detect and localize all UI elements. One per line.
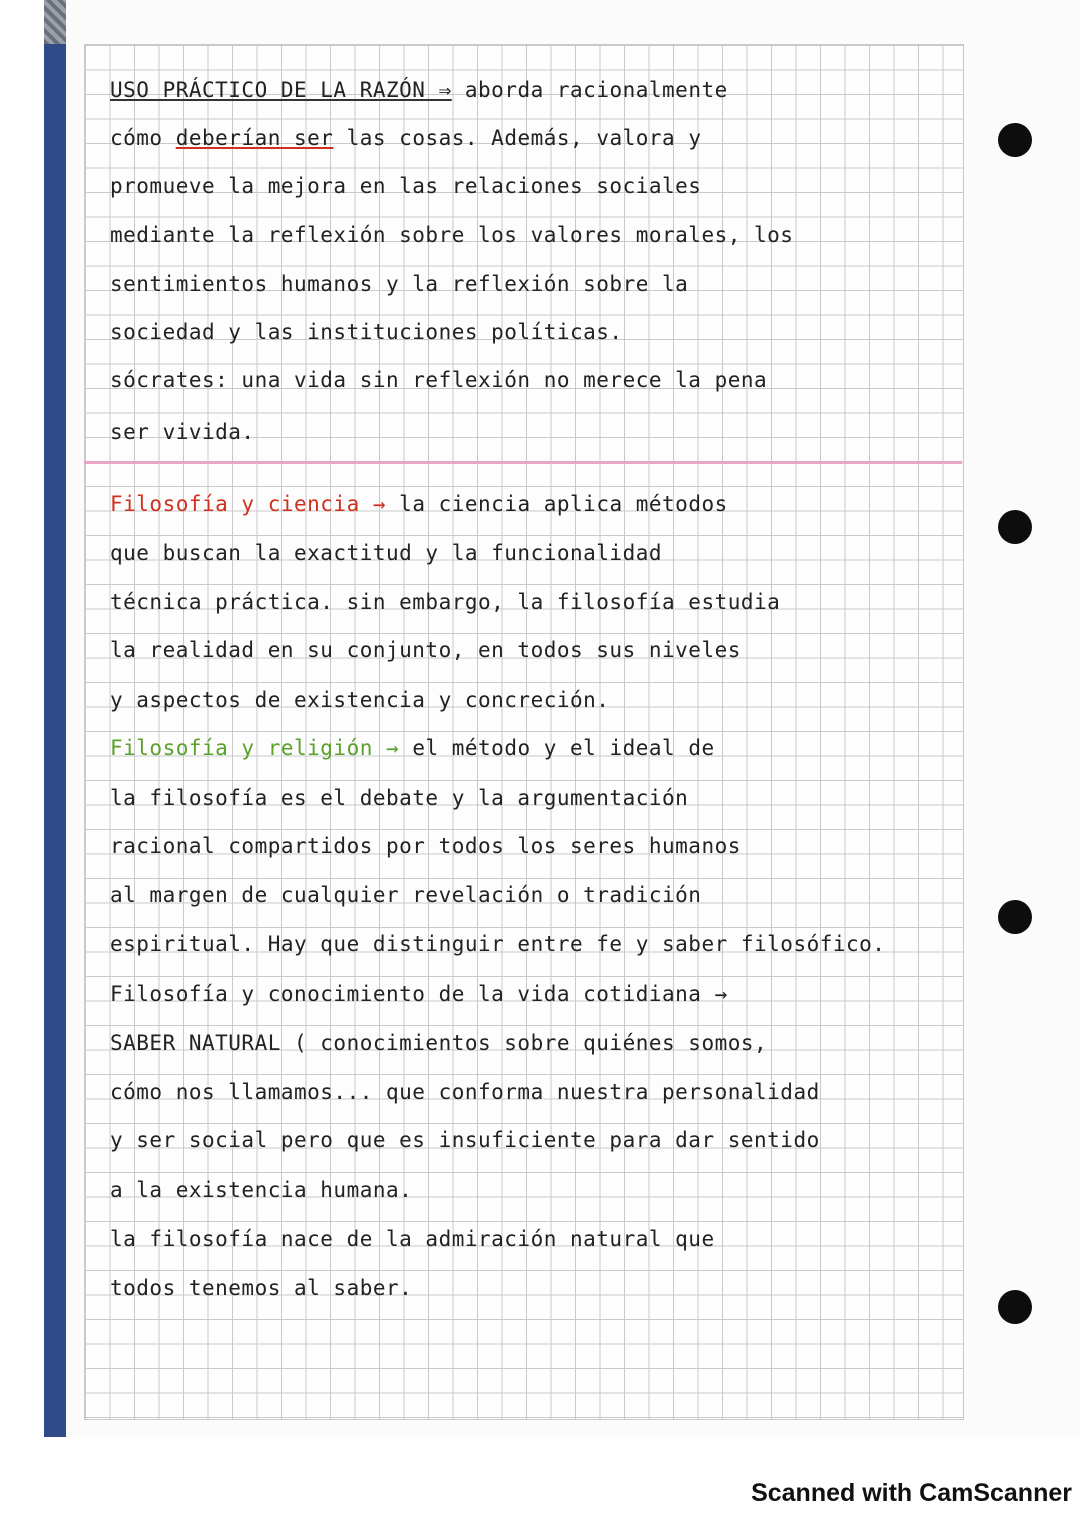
note-line: la realidad en su conjunto, en todos sus niveles (110, 638, 741, 662)
section-heading-filosofia-vida-cotidiana: Filosofía y conocimiento de la vida cotidiana → (110, 982, 728, 1006)
note-line: SABER NATURAL ( conocimientos sobre quiénes somos, (110, 1031, 768, 1055)
spine-binding-texture (44, 0, 66, 44)
note-line: que buscan la exactitud y la funcionalidad (110, 541, 663, 565)
section-heading-filosofia-ciencia: Filosofía y ciencia → (110, 492, 387, 516)
note-line: la filosofía nace de la admiración natural que (110, 1227, 715, 1251)
note-line (110, 486, 970, 522)
underlined-term: deberían ser (175, 126, 334, 150)
note-line: espiritual. Hay que distinguir entre fe y saber filosófico. (110, 932, 886, 956)
section-divider (84, 461, 962, 464)
note-line: sentimientos humanos y la reflexión sobre la (110, 272, 689, 296)
note-line (110, 120, 970, 156)
note-line (110, 72, 970, 108)
note-line: mediante la reflexión sobre los valores morales, los (110, 223, 794, 247)
section-heading-uso-practico: USO PRÁCTICO DE LA RAZÓN ⇒ (110, 78, 452, 102)
note-line: promueve la mejora en las relaciones sociales (110, 174, 702, 198)
note-text: las cosas. Además, valora y (346, 126, 702, 150)
section-heading-filosofia-religion: Filosofía y religión → (110, 736, 400, 760)
scanner-watermark: Scanned with CamScanner (751, 1479, 1072, 1507)
note-text: el método y el ideal de (412, 736, 715, 760)
note-line: técnica práctica. sin embargo, la filosofía estudia (110, 590, 781, 614)
note-line: racional compartidos por todos los seres humanos (110, 834, 741, 858)
punch-hole (998, 900, 1032, 934)
note-text: aborda racionalmente (464, 78, 728, 102)
note-line: todos tenemos al saber. (110, 1276, 413, 1300)
note-line: al margen de cualquier revelación o tradición (110, 883, 702, 907)
punch-hole (998, 510, 1032, 544)
note-line: cómo nos llamamos... que conforma nuestra personalidad (110, 1080, 820, 1104)
note-text: la ciencia aplica métodos (399, 492, 728, 516)
note-text: cómo (110, 126, 163, 150)
note-line: a la existencia humana. (110, 1178, 413, 1202)
note-line (110, 730, 970, 766)
note-line: sociedad y las instituciones políticas. (110, 320, 623, 344)
punch-hole (998, 1290, 1032, 1324)
note-line: ser vivida. (110, 420, 255, 444)
note-line: la filosofía es el debate y la argumentación (110, 786, 689, 810)
note-line: y aspectos de existencia y concreción. (110, 688, 610, 712)
note-line: sócrates: una vida sin reflexión no merece la pena (110, 368, 768, 392)
note-line: y ser social pero que es insuficiente para dar sentido (110, 1128, 820, 1152)
punch-hole (998, 123, 1032, 157)
notebook-spine (44, 0, 66, 1437)
